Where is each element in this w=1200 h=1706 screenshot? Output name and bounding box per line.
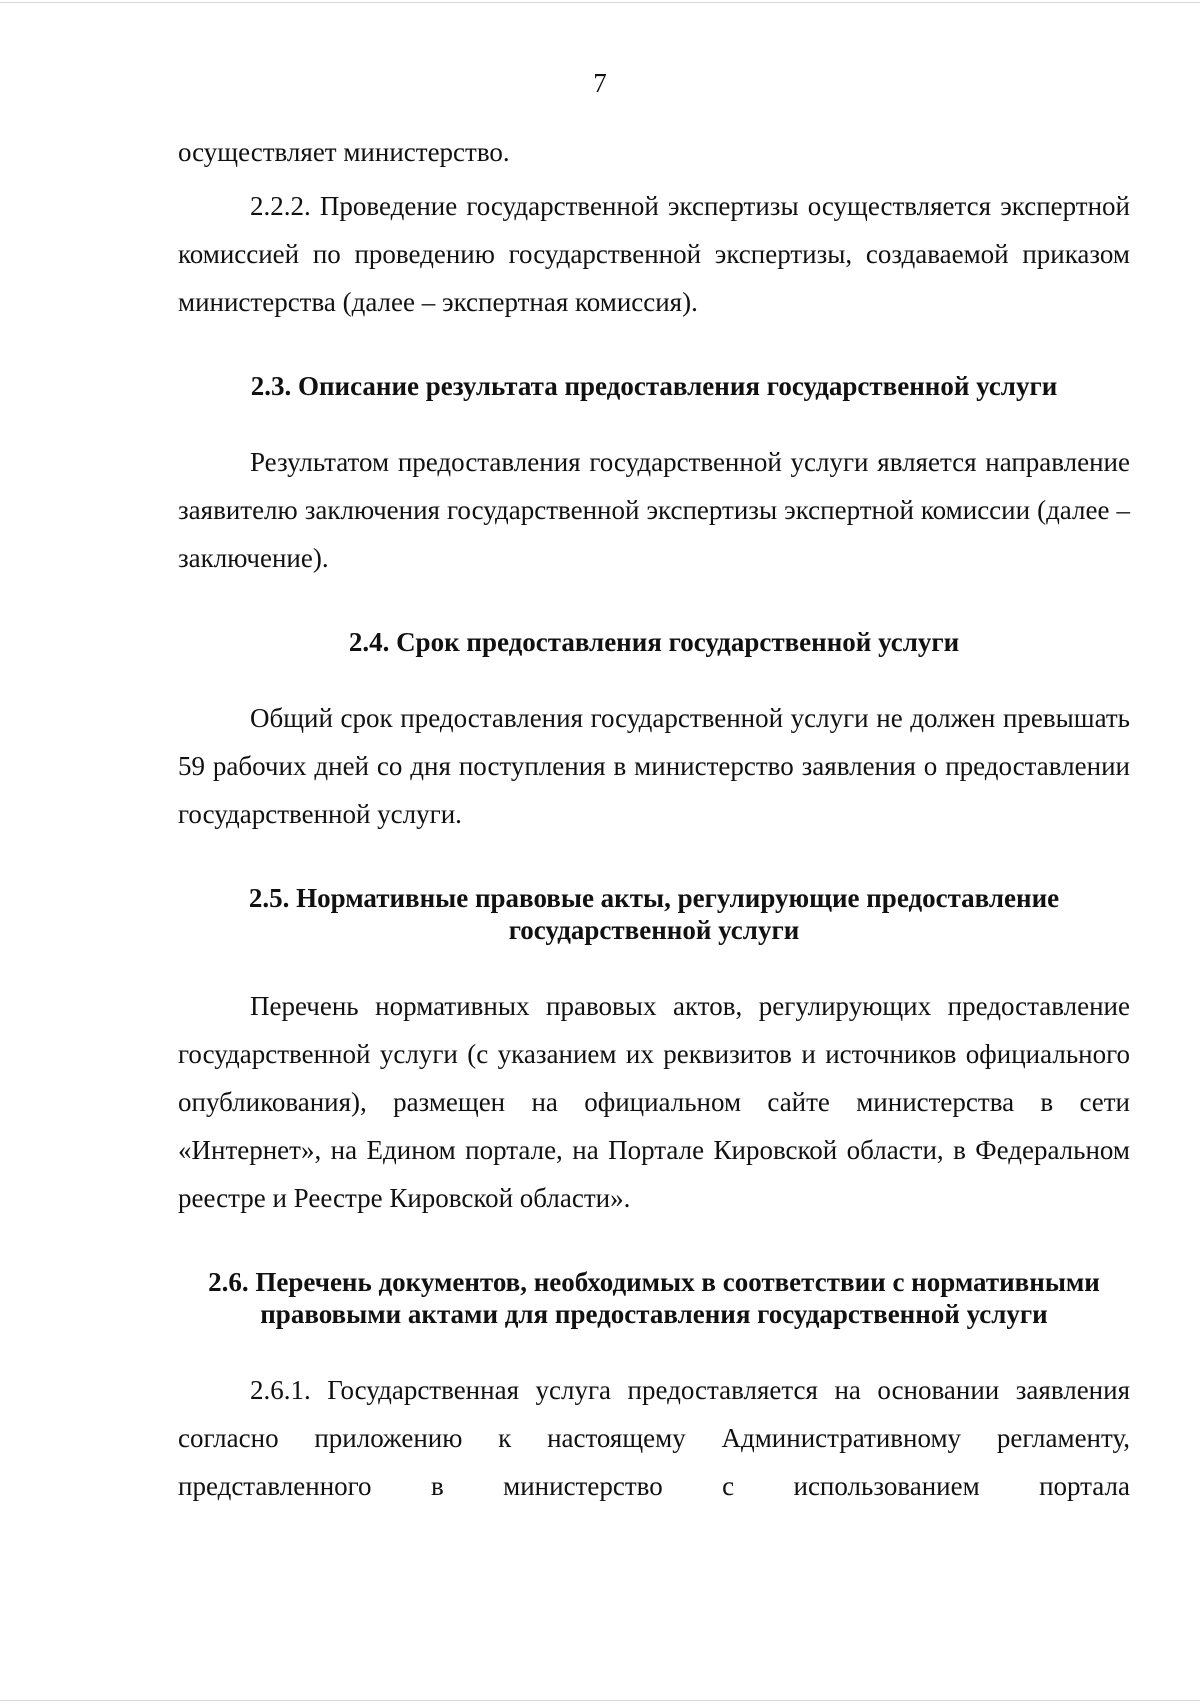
scan-bottom-edge: [0, 1700, 1200, 1701]
paragraph-2-5-body: Перечень нормативных правовых актов, регулирующих предоставление государственной услуги (с указанием их реквизитов и источников официального опубликования), размещен на официальном сайте министерства в сети «Интернет», на Едином портале, на Портале Кировской области, в Федеральном реестре и Реестре Кировской области».: [178, 991, 1130, 1213]
heading-2-5: 2.5. Нормативные правовые акты, регулирующие предоставление государственной услуги: [248, 883, 1060, 945]
heading-2-4: 2.4. Срок предоставления государственной услуги: [348, 627, 960, 657]
document-body: [178, 128, 1130, 1510]
page-number: 7: [593, 68, 607, 98]
paragraph-2-3-body: Результатом предоставления государственной услуги является направление заявителю заключения государственной экспертизы экспертной комиссии (далее – заключение).: [178, 447, 1130, 573]
paragraph-2-4-body: Общий срок предоставления государственной услуги не должен превышать 59 рабочих дней со дня поступления в министерство заявления о предоставлении государственной услуги.: [178, 703, 1130, 829]
paragraph-2-2-2: 2.2.2. Проведение государственной экспертизы осуществляется экспертной комиссией по проведению государственной экспертизы, создаваемой приказом министерства (далее – экспертная комиссия).: [178, 191, 1130, 317]
scan-top-edge: [0, 2, 1200, 3]
heading-2-3: 2.3. Описание результата предоставления государственной услуги: [250, 371, 1058, 401]
paragraph-continuation: осуществляет министерство.: [178, 137, 510, 167]
heading-2-6: 2.6. Перечень документов, необходимых в соответствии с нормативными правовыми актами для предоставления государственной услуги: [208, 1267, 1100, 1329]
paragraph-2-6-1: 2.6.1. Государственная услуга предоставляется на основании заявления согласно приложению к настоящему Административному регламенту, представленного в министерство с использованием портала: [178, 1375, 1130, 1501]
